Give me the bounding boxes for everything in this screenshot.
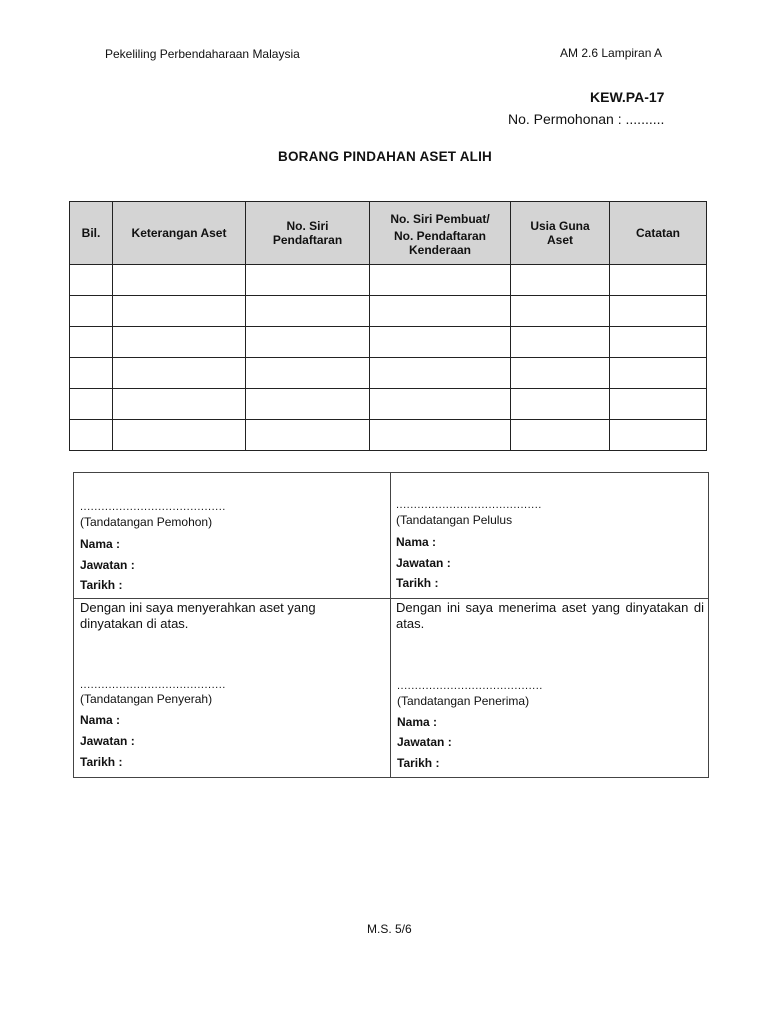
table-row <box>70 389 707 420</box>
table-cell[interactable] <box>610 265 707 296</box>
table-cell[interactable] <box>246 358 370 389</box>
table-cell[interactable] <box>610 389 707 420</box>
form-code: KEW.PA-17 <box>590 89 665 105</box>
table-cell[interactable] <box>70 389 113 420</box>
label-tandatangan-penerima: (Tandatangan Penerima) <box>397 694 530 708</box>
table-cell[interactable] <box>113 389 246 420</box>
table-cell[interactable] <box>70 265 113 296</box>
table-cell[interactable] <box>370 389 511 420</box>
signature-line-penerima: ......................................... <box>397 680 543 692</box>
penerima-nama-field: Nama : <box>397 715 438 729</box>
table-cell[interactable] <box>113 327 246 358</box>
signature-line-pemohon: ......................................... <box>80 501 226 513</box>
header-catatan: Catatan <box>610 202 707 265</box>
table-cell[interactable] <box>113 358 246 389</box>
table-cell[interactable] <box>246 327 370 358</box>
asset-table <box>69 201 707 451</box>
pemohon-nama-field: Nama : <box>80 537 121 551</box>
header-no-siri-pendaftaran <box>246 202 370 265</box>
table-cell[interactable] <box>511 296 610 327</box>
label-tandatangan-penyerah: (Tandatangan Penyerah) <box>80 692 213 706</box>
header-appendix-ref: AM 2.6 Lampiran A <box>560 46 663 60</box>
table-cell[interactable] <box>70 296 113 327</box>
header-usia-guna-aset <box>511 202 610 265</box>
header-usia-text: Usia Guna Aset <box>530 219 590 247</box>
label-tandatangan-pelulus: (Tandatangan Pelulus <box>396 513 513 527</box>
table-cell[interactable] <box>246 389 370 420</box>
table-row <box>70 358 707 389</box>
table-cell[interactable] <box>511 327 610 358</box>
header-no-siri-text: No. Siri Pendaftaran <box>272 219 343 247</box>
penyerah-tarikh-field: Tarikh : <box>80 755 123 769</box>
table-cell[interactable] <box>113 265 246 296</box>
table-cell[interactable] <box>370 327 511 358</box>
penyerah-nama-field: Nama : <box>80 713 121 727</box>
pelulus-tarikh-field: Tarikh : <box>396 576 439 590</box>
table-cell[interactable] <box>246 420 370 451</box>
table-cell[interactable] <box>610 327 707 358</box>
table-cell[interactable] <box>610 296 707 327</box>
header-bil: Bil. <box>70 202 113 265</box>
penerima-tarikh-field: Tarikh : <box>397 756 440 770</box>
table-cell[interactable] <box>511 389 610 420</box>
divider-horizontal <box>74 598 708 599</box>
header-no-siri-pembuat <box>370 202 511 265</box>
application-number: No. Permohonan : .......... <box>508 111 665 127</box>
table-cell[interactable] <box>113 296 246 327</box>
table-header-row <box>70 202 707 265</box>
table-cell[interactable] <box>70 327 113 358</box>
table-row <box>70 327 707 358</box>
table-row <box>70 420 707 451</box>
table-cell[interactable] <box>370 420 511 451</box>
table-cell[interactable] <box>70 420 113 451</box>
form-title: BORANG PINDAHAN ASET ALIH <box>278 149 492 164</box>
table-cell[interactable] <box>610 420 707 451</box>
signature-line-pelulus: ......................................... <box>396 499 542 511</box>
pelulus-jawatan-field: Jawatan : <box>396 556 451 570</box>
table-cell[interactable] <box>370 296 511 327</box>
header-no-siri-pembuat-text: No. Siri Pembuat/ <box>390 212 490 226</box>
table-cell[interactable] <box>113 420 246 451</box>
table-cell[interactable] <box>511 265 610 296</box>
table-cell[interactable] <box>246 296 370 327</box>
statement-penerimaan: Dengan ini saya menerima aset yang dinyatakan di atas. <box>396 600 704 631</box>
pemohon-tarikh-field: Tarikh : <box>80 578 123 592</box>
pelulus-nama-field: Nama : <box>396 535 437 549</box>
table-cell[interactable] <box>610 358 707 389</box>
table-cell[interactable] <box>370 265 511 296</box>
table-row <box>70 296 707 327</box>
header-circular-title: Pekeliling Perbendaharaan Malaysia <box>105 47 300 61</box>
table-cell[interactable] <box>246 265 370 296</box>
table-cell[interactable] <box>511 358 610 389</box>
label-tandatangan-pemohon: (Tandatangan Pemohon) <box>80 515 213 529</box>
table-cell[interactable] <box>511 420 610 451</box>
penerima-jawatan-field: Jawatan : <box>397 735 452 749</box>
page-number: M.S. 5/6 <box>367 922 412 936</box>
penyerah-jawatan-field: Jawatan : <box>80 734 135 748</box>
table-cell[interactable] <box>70 358 113 389</box>
signature-section <box>73 472 709 778</box>
header-keterangan-aset: Keterangan Aset <box>113 202 246 265</box>
pemohon-jawatan-field: Jawatan : <box>80 558 135 572</box>
table-cell[interactable] <box>370 358 511 389</box>
signature-line-penyerah: ......................................... <box>80 679 226 691</box>
divider-vertical <box>390 473 391 777</box>
table-row <box>70 265 707 296</box>
header-no-pendaftaran-kenderaan-text: No. Pendaftaran Kenderaan <box>393 229 486 257</box>
statement-penyerahan: Dengan ini saya menyerahkan aset yang dinyatakan di atas. <box>80 600 316 631</box>
